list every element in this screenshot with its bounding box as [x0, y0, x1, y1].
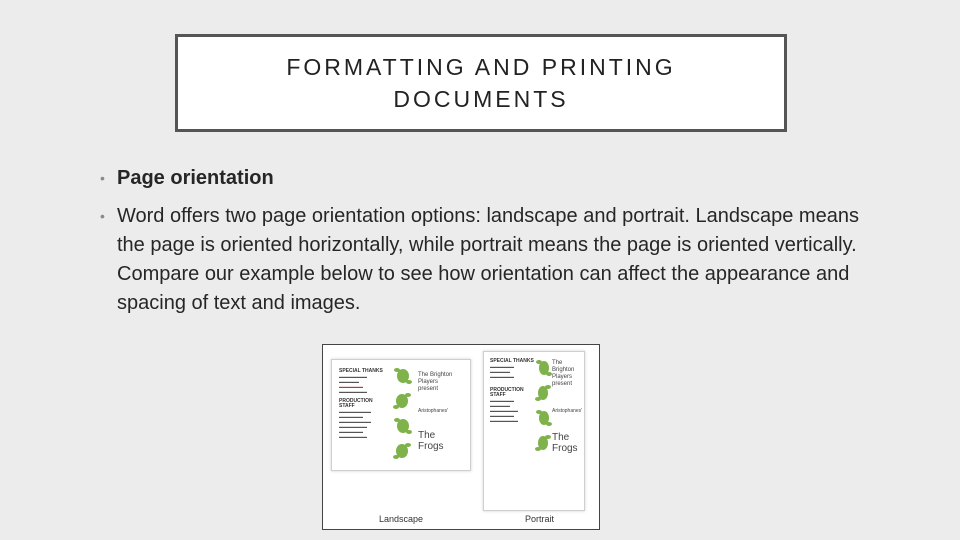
title-box [175, 34, 787, 132]
frog-illustration [534, 356, 554, 458]
thanks-column: SPECIAL THANKS ▬▬▬▬▬▬▬ ▬▬▬▬▬ ▬▬▬▬▬▬ ▬▬▬▬▬▬▬ PRODUCTION STAFF ▬▬▬▬▬▬▬▬ ▬▬▬▬▬▬ ▬▬▬▬▬▬▬▬ ▬▬▬▬▬▬▬ ▬▬▬▬▬▬ ▬▬▬▬▬▬▬ [339, 366, 385, 439]
frog-illustration [390, 364, 416, 466]
author-text: Aristophanes' [552, 408, 583, 414]
thanks-heading: SPECIAL THANKS [490, 358, 534, 364]
bullet-icon: • [100, 170, 105, 186]
present-text: The Brighton Players present [552, 360, 575, 387]
bullet-icon: • [100, 208, 105, 224]
landscape-caption: Landscape [379, 514, 424, 524]
thanks-column: SPECIAL THANKS ▬▬▬▬▬▬ ▬▬▬▬▬ ▬▬▬▬▬▬ PRODUCTION STAFF ▬▬▬▬▬▬ ▬▬▬▬▬ ▬▬▬▬▬▬▬ ▬▬▬▬▬▬ ▬▬▬▬▬▬▬ [490, 356, 536, 423]
play-title: The Frogs [552, 432, 578, 454]
bullet-text: Word offers two page orientation options: landscape and portrait. Landscape means the page is oriented horizontally, while portrait means the page is oriented vertically. Compare our example below to see how orientation can affect the appearance and spacing of text and images. [117, 205, 859, 314]
author-text: Aristophanes' [418, 408, 449, 414]
present-text: The Brighton Players present [418, 372, 453, 392]
portrait-caption: Portrait [525, 514, 555, 524]
slide-title: FORMATTING AND PRINTING DOCUMENTS [286, 54, 676, 112]
staff-heading: PRODUCTION STAFF [339, 398, 373, 409]
bullet-text: Page orientation [117, 167, 274, 189]
thanks-heading: SPECIAL THANKS [339, 368, 383, 374]
bullet-item [100, 202, 870, 318]
staff-heading: PRODUCTION STAFF [490, 387, 524, 398]
landscape-page-thumbnail [331, 359, 471, 471]
orientation-example-image [322, 344, 600, 530]
play-title: The Frogs [418, 430, 444, 452]
bullet-list [100, 164, 870, 327]
portrait-page-thumbnail [483, 351, 585, 511]
bullet-item [100, 164, 870, 193]
